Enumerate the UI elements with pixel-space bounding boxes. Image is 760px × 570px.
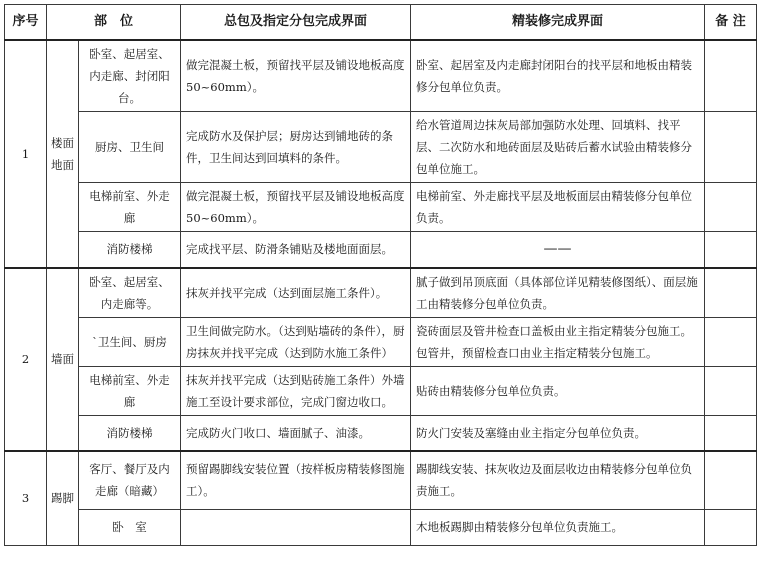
table-row: [5, 451, 757, 509]
header-note: 备 注: [705, 5, 757, 41]
row-note: [705, 317, 757, 366]
interface-table: [4, 4, 757, 546]
row-fitout-scope: 木地板踢脚由精装修分包单位负责施工。: [411, 509, 705, 545]
row-main-scope: 完成找平层、防滑条铺贴及楼地面面层。: [181, 232, 411, 268]
table-row: [5, 268, 757, 318]
row-fitout-scope: 腻子做到吊顶底面（具体部位详见精装修图纸）、面层施工由精装修分包单位负责。: [411, 268, 705, 318]
group-seq: 1: [5, 40, 47, 268]
row-note: [705, 40, 757, 112]
row-note: [705, 415, 757, 451]
row-part: 电梯前室、外走廊: [79, 366, 181, 415]
row-main-scope: 完成防火门收口、墙面腻子、油漆。: [181, 415, 411, 451]
row-note: [705, 268, 757, 318]
row-fitout-scope: ——: [411, 232, 705, 268]
row-note: [705, 232, 757, 268]
row-fitout-scope: 瓷砖面层及管井检查口盖板由业主指定精装分包施工。包管井，预留检查口由业主指定精装分包施工。: [411, 317, 705, 366]
table-row: [5, 415, 757, 451]
row-fitout-scope: 防火门安装及塞缝由业主指定分包单位负责。: [411, 415, 705, 451]
row-main-scope: 抹灰并找平完成（达到贴砖施工条件）外墙施工至设计要求部位，完成门窗边收口。: [181, 366, 411, 415]
table-row: [5, 232, 757, 268]
row-main-scope: 预留踢脚线安装位置（按样板房精装修图施工）。: [181, 451, 411, 509]
group-category: 踢脚: [47, 451, 79, 545]
group-seq: 3: [5, 451, 47, 545]
group-category: 楼面地面: [47, 40, 79, 268]
row-part: 客厅、餐厅及内走廊（暗藏）: [79, 451, 181, 509]
row-part: 消防楼梯: [79, 232, 181, 268]
table-row: [5, 112, 757, 183]
row-fitout-scope: 给水管道周边抹灰局部加强防水处理、回填料、找平层、二次防水和地砖面层及贴砖后蓄水试验由精装修分包单位施工。: [411, 112, 705, 183]
row-fitout-scope: 贴砖由精装修分包单位负责。: [411, 366, 705, 415]
row-fitout-scope: 电梯前室、外走廊找平层及地板面层由精装修分包单位负责。: [411, 183, 705, 232]
group-seq: 2: [5, 268, 47, 452]
group-category: 墙面: [47, 268, 79, 452]
row-part: 消防楼梯: [79, 415, 181, 451]
row-part: 电梯前室、外走廊: [79, 183, 181, 232]
header-fitout: 精装修完成界面: [411, 5, 705, 41]
row-note: [705, 509, 757, 545]
header-main-contractor: 总包及指定分包完成界面: [181, 5, 411, 41]
header-part: 部 位: [47, 5, 181, 41]
row-note: [705, 112, 757, 183]
row-fitout-scope: 踢脚线安装、抹灰收边及面层收边由精装修分包单位负责施工。: [411, 451, 705, 509]
row-note: [705, 183, 757, 232]
row-part: 卧 室: [79, 509, 181, 545]
header-row: [5, 5, 757, 41]
row-main-scope: 卫生间做完防水。（达到贴墙砖的条件），厨房抹灰并找平完成（达到防水施工条件）: [181, 317, 411, 366]
table-row: [5, 183, 757, 232]
row-note: [705, 366, 757, 415]
interface-table-sheet: [4, 4, 756, 546]
row-main-scope: 抹灰并找平完成（达到面层施工条件）。: [181, 268, 411, 318]
row-main-scope: [181, 509, 411, 545]
row-part: 厨房、卫生间: [79, 112, 181, 183]
row-part: 卧室、起居室、内走廊、封闭阳台。: [79, 40, 181, 112]
header-seq: 序号: [5, 5, 47, 41]
row-main-scope: 做完混凝土板，预留找平层及铺设地板高度50~60mm）。: [181, 40, 411, 112]
table-row: [5, 509, 757, 545]
table-row: [5, 366, 757, 415]
table-row: [5, 40, 757, 112]
row-part: `卫生间、厨房: [79, 317, 181, 366]
row-main-scope: 做完混凝土板，预留找平层及铺设地板高度50~60mm）。: [181, 183, 411, 232]
row-main-scope: 完成防水及保护层；厨房达到铺地砖的条件，卫生间达到回填料的条件。: [181, 112, 411, 183]
table-row: [5, 317, 757, 366]
row-fitout-scope: 卧室、起居室及内走廊封闭阳台的找平层和地板由精装修分包单位负责。: [411, 40, 705, 112]
row-part: 卧室、起居室、内走廊等。: [79, 268, 181, 318]
row-note: [705, 451, 757, 509]
